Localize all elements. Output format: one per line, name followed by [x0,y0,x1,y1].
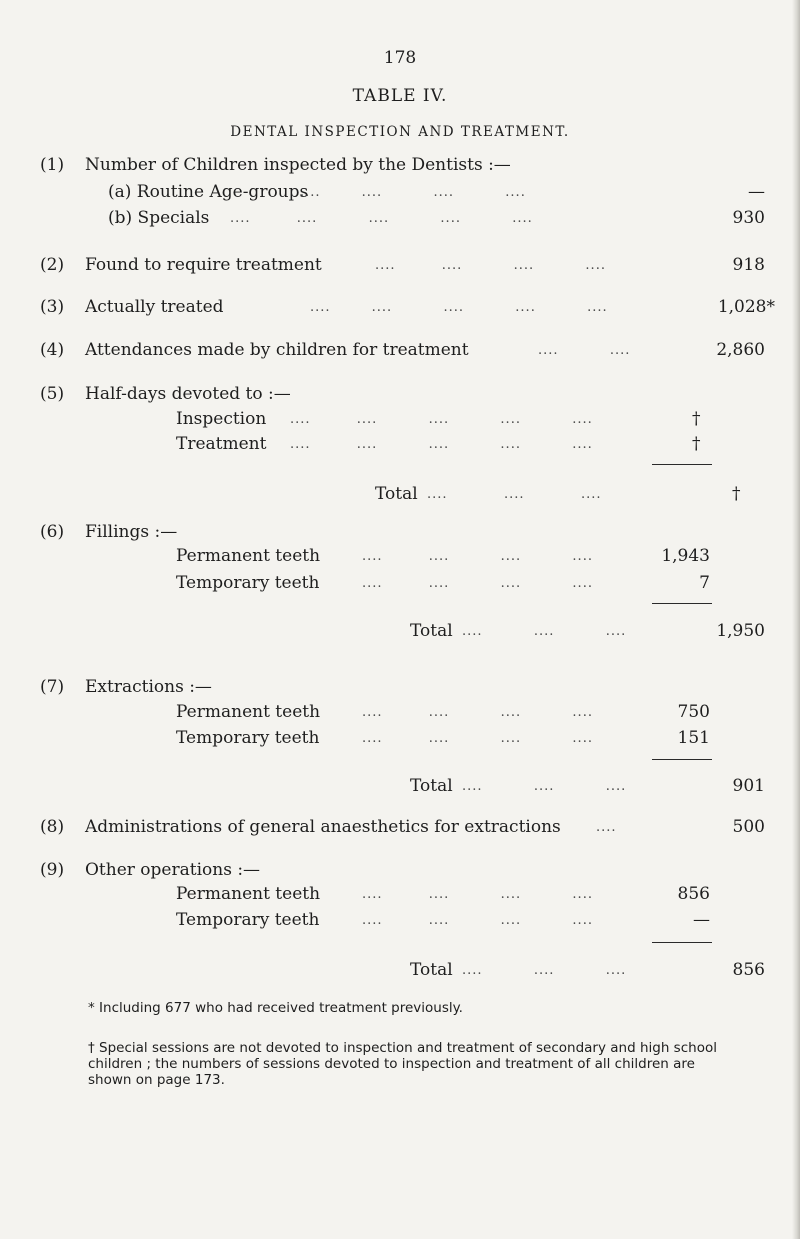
item-label: Other operations :— [85,860,261,880]
table-title: TABLE IV. [352,86,448,106]
row-extractions-total [0,776,800,798]
item-number: (8) [40,817,65,837]
total-label: Total [410,621,453,641]
subtotal-rule [652,759,712,760]
item-number: (7) [40,677,65,697]
item-number: (3) [40,297,65,317]
item-value: 500 [732,817,765,837]
item-label: Permanent teeth [176,884,321,904]
row-fillings-temporary [0,573,800,595]
item-label: Temporary teeth [176,728,320,748]
leader-dots: .... .... .... .... [362,913,593,928]
footnote-dagger: † Special sessions are not devoted to inspection and treatment of secondary and high school children ; the numbers of sessions devoted to inspection and treatment of all children are shown on page 173. [88,1040,717,1088]
item-label: Fillings :— [85,522,178,542]
item-label: Extractions :— [85,677,212,697]
row-fillings-permanent [0,546,800,568]
leader-dots: .... .... [538,343,631,358]
row-fillings-total [0,621,800,643]
item-value: 151 [677,728,710,748]
item-label: Permanent teeth [176,546,321,566]
item-label: Treatment [176,434,267,454]
dagger-mark: † [692,409,701,429]
leader-dots: .... .... .... .... [375,258,606,273]
total-label: Total [375,484,418,504]
leader-dots: .... [596,820,617,835]
leader-dots: .... .... .... .... .... [290,437,593,452]
item-label: Administrations of general anaesthetics for extractions [85,817,561,837]
dagger-mark: † [732,484,741,504]
row-treatment [0,434,800,456]
row-attendances [0,340,800,362]
item-number: (5) [40,384,65,404]
row-other-temporary [0,910,800,932]
item-value: 1,943 [661,546,710,566]
leader-dots: .... .... .... .... [362,705,593,720]
dagger-mark: † [692,434,701,454]
leader-dots: .... .... .... .... .... [310,300,608,315]
row-inspection [0,409,800,431]
row-routine-age-groups [0,182,800,204]
item-value: 918 [732,255,765,275]
footnote-asterisk: * Including 677 who had received treatment previously. [88,1000,463,1016]
leader-dots: .... .... .... [462,624,627,639]
item-value: 750 [677,702,710,722]
item-value: 2,860 [716,340,765,360]
item-label: (a) Routine Age-groups [108,182,309,202]
page-number: 178 [383,48,417,68]
leader-dots: .... .... .... .... [362,576,593,591]
item-number: (4) [40,340,65,360]
row-children-inspected [0,155,800,177]
item-number: (6) [40,522,65,542]
item-value: — [748,182,765,202]
item-label: Inspection [176,409,267,429]
row-half-days-total [0,484,800,506]
leader-dots: .... .... .... .... [300,185,526,200]
row-require-treatment [0,255,800,277]
item-label: Attendances made by children for treatment [85,340,469,360]
row-anaesthetics [0,817,800,839]
item-label: Number of Children inspected by the Dentists :— [85,155,511,175]
item-value: 901 [732,776,765,796]
row-other-operations [0,860,800,882]
row-specials [0,208,800,230]
row-extractions [0,677,800,699]
row-other-total [0,960,800,982]
item-value: 856 [677,884,710,904]
leader-dots: .... .... .... .... .... [230,211,533,226]
item-number: (2) [40,255,65,275]
row-actually-treated [0,297,800,319]
leader-dots: .... .... .... .... [362,887,593,902]
item-number: (1) [40,155,65,175]
item-label: Found to require treatment [85,255,322,275]
leader-dots: .... .... .... .... .... [290,412,593,427]
item-value: 856 [732,960,765,980]
row-fillings [0,522,800,544]
leader-dots: .... .... .... [462,779,627,794]
leader-dots: .... .... .... [462,963,627,978]
item-label: Half-days devoted to :— [85,384,291,404]
item-value: 1,028* [717,297,775,317]
item-label: Temporary teeth [176,573,320,593]
subtotal-rule [652,464,712,465]
item-value: 7 [699,573,710,593]
item-label: Permanent teeth [176,702,321,722]
item-number: (9) [40,860,65,880]
row-other-permanent [0,884,800,906]
total-label: Total [410,960,453,980]
item-label: Actually treated [85,297,224,317]
leader-dots: .... .... .... .... [362,549,593,564]
leader-dots: .... .... .... .... [362,731,593,746]
table-subtitle: DENTAL INSPECTION AND TREATMENT. [230,124,570,140]
leader-dots: .... .... .... [427,487,602,502]
total-label: Total [410,776,453,796]
item-value: — [693,910,710,930]
subtotal-rule [652,942,712,943]
row-extractions-permanent [0,702,800,724]
item-label: (b) Specials [108,208,210,228]
item-value: 1,950 [716,621,765,641]
row-extractions-temporary [0,728,800,750]
item-label: Temporary teeth [176,910,320,930]
row-half-days [0,384,800,406]
subtotal-rule [652,603,712,604]
item-value: 930 [732,208,765,228]
